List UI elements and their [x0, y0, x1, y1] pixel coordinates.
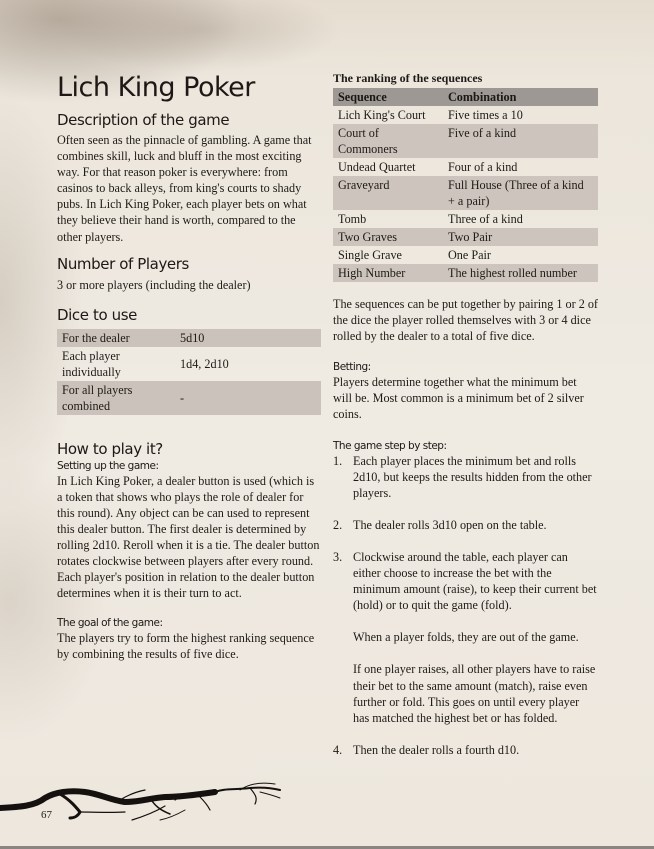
ranking-title: The ranking of the sequences: [333, 71, 483, 85]
players-text: 3 or more players (including the dealer): [57, 277, 251, 292]
betting-subheading: Betting:: [333, 361, 371, 374]
ranking-row: [333, 176, 598, 210]
players-heading: Number of Players: [57, 254, 189, 273]
ranking-row: [333, 158, 598, 176]
steps-list: [333, 453, 598, 758]
dice-table: [57, 329, 321, 415]
setup-text: In Lich King Poker, a dealer button is used (which is a token that shows who plays the role of dealer for this round). Any object can be can used to represent this dealer button. The first dealer is determined by rolling 2d10. Reroll when it is a tie. The dealer button rotates clockwise between players after every round. Each player's position in relation to the dealer button determines when it is their turn to act.: [57, 473, 320, 601]
steps-subheading: The game step by step:: [333, 439, 447, 452]
step-number: 2.: [333, 517, 343, 532]
page-title: Lich King Poker: [57, 72, 255, 103]
description-text: Often seen as the pinnacle of gambling. A game that combines skill, luck and bluff in the most exciting way. For that reason poker is everywhere: from casinos to back alleys, from king's courts to shady pubs. In Lich King Poker, each player bets on what they believe their hand is worth, compared to the other players.: [57, 133, 312, 244]
step-body: [353, 549, 598, 726]
ranking-row: [333, 264, 598, 282]
step-item: [333, 453, 598, 501]
sequence-cell: Undead Quartet: [338, 160, 416, 174]
step-item: [333, 517, 598, 533]
step-note: When a player folds, they are out of the game.: [353, 630, 579, 645]
sequence-cell: Single Grave: [338, 248, 402, 262]
step-text: Clockwise around the table, each player can either choose to increase the bet with the minimum amount (raise), to keep their current bet (hold) or to quit the game (fold).: [353, 549, 597, 613]
dice-value: -: [180, 390, 185, 405]
dice-row: [57, 381, 321, 415]
dice-row: [57, 329, 321, 347]
combination-cell: The highest rolled number: [443, 264, 598, 282]
sequence-cell: High Number: [333, 264, 443, 282]
combination-cell: Four of a kind: [448, 160, 518, 174]
ranking-row: [333, 106, 598, 124]
step-number: 4.: [333, 742, 343, 757]
step-text: Each player places the minimum bet and rolls 2d10, but keeps the results hidden from the other players.: [353, 453, 592, 500]
dice-label: Each player individually: [62, 348, 121, 379]
dice-heading: Dice to use: [57, 305, 137, 324]
ranking-header-row: [333, 88, 598, 106]
column-header-combination: Combination: [443, 88, 598, 106]
ranking-table: [333, 88, 598, 282]
right-column: [333, 71, 598, 758]
page-number: 67: [41, 809, 52, 821]
step-note: If one player raises, all other players have to raise their bet to the same amount (match), raise even further or fold. This goes on until every player has matched the highest bet or has folded.: [353, 662, 596, 725]
step-text: The dealer rolls 3d10 open on the table.: [353, 517, 547, 532]
dice-label: For all players combined: [62, 382, 133, 413]
sequence-cell: Tomb: [338, 212, 367, 226]
sequences-text: The sequences can be put together by pairing 1 or 2 of the dice the player rolled themselves with 3 or 4 dice rolled by the dealer to a total of five dice.: [333, 297, 598, 344]
step-item: [333, 742, 598, 758]
description-heading: Description of the game: [57, 111, 230, 129]
tree-branch-decoration: [0, 780, 290, 830]
ranking-row: [333, 124, 598, 158]
ranking-row: [333, 228, 598, 246]
combination-cell: Five of a kind: [443, 124, 598, 158]
combination-cell: Full House (Three of a kind + a pair): [443, 176, 598, 210]
goal-text: The players try to form the highest ranking sequence by combining the results of five dice.: [57, 630, 315, 661]
sequence-cell: Two Graves: [333, 228, 443, 246]
dice-value: 5d10: [180, 330, 205, 345]
ranking-row: [333, 210, 598, 228]
dice-row: [57, 347, 321, 381]
betting-text: Players determine together what the minimum bet will be. Most common is a minimum bet of 2 silver coins.: [333, 375, 584, 422]
left-column: [57, 70, 322, 662]
sequence-cell: Lich King's Court: [338, 108, 426, 122]
sequence-cell: Graveyard: [333, 176, 443, 210]
setup-subheading: Setting up the game:: [57, 459, 159, 472]
combination-cell: Three of a kind: [448, 212, 523, 226]
combination-cell: Two Pair: [443, 228, 598, 246]
dice-value: 1d4, 2d10: [180, 356, 229, 371]
step-number: 1.: [333, 453, 343, 468]
how-to-play-heading: How to play it?: [57, 439, 163, 458]
dice-label: For the dealer: [62, 330, 130, 345]
step-item: [333, 549, 598, 726]
ranking-row: [333, 246, 598, 264]
combination-cell: One Pair: [448, 248, 491, 262]
sequence-cell: Court of Commoners: [333, 124, 443, 158]
column-header-sequence: Sequence: [333, 88, 443, 106]
step-number: 3.: [333, 549, 343, 564]
goal-subheading: The goal of the game:: [57, 616, 163, 629]
combination-cell: Five times a 10: [448, 108, 523, 122]
step-text: Then the dealer rolls a fourth d10.: [353, 742, 520, 757]
